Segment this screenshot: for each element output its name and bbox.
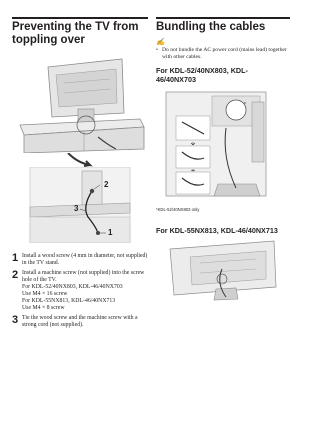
- section-heading-cables: Bundling the cables: [156, 21, 266, 33]
- section-rule: [12, 17, 148, 19]
- callout-3: 3: [74, 204, 79, 213]
- tv-stand-illustration: [12, 53, 148, 153]
- step-text: Install a wood screw (4 mm in diameter, not supplied) in the TV stand.: [22, 253, 148, 266]
- model-heading-a: For KDL-52/40NX803, KDL-46/40NX703: [156, 66, 248, 84]
- bullet: •: [156, 47, 158, 53]
- note-text: [156, 47, 290, 61]
- right-column: [156, 0, 290, 303]
- caption-model-only: *KDL-52/40NX803 only: [156, 207, 200, 212]
- note-icon: ✍: [156, 39, 165, 46]
- cable-bundling-illustration-b: [156, 239, 290, 303]
- arrow-down-icon: [12, 153, 148, 167]
- step-text: Install a machine screw (not supplied) into the screw hole of the TV. For KDL-52/40NX803, KDL-46/40NX703 Use M4 × 16 screw For KDL-55NX813, KDL-46/40NX713 Use M4 × 8 screw: [22, 270, 145, 311]
- model-heading-b: For KDL-55NX813, KDL-46/40NX713: [156, 226, 278, 235]
- screw-closeup-illustration: [12, 167, 148, 243]
- svg-text:*: *: [244, 102, 246, 108]
- left-column: [12, 0, 148, 332]
- cable-bundling-illustration-a: [156, 88, 290, 206]
- note-body: Do not bundle the AC power cord (mains lead) together with other cables.: [162, 47, 287, 60]
- step-number: 1: [12, 252, 19, 264]
- step-3: [12, 315, 148, 329]
- step-number: 2: [12, 269, 19, 281]
- callout-2: 2: [104, 180, 109, 189]
- step-1: [12, 253, 148, 267]
- steps-list: [12, 253, 148, 329]
- step-text: Tie the wood screw and the machine screw with a strong cord (not supplied).: [22, 315, 138, 328]
- section-heading-toppling: Preventing the TV from toppling over: [12, 21, 139, 46]
- step-2: [12, 270, 148, 312]
- section-rule: [156, 17, 290, 19]
- step-number: 3: [12, 314, 19, 326]
- callout-1: 1: [108, 228, 113, 237]
